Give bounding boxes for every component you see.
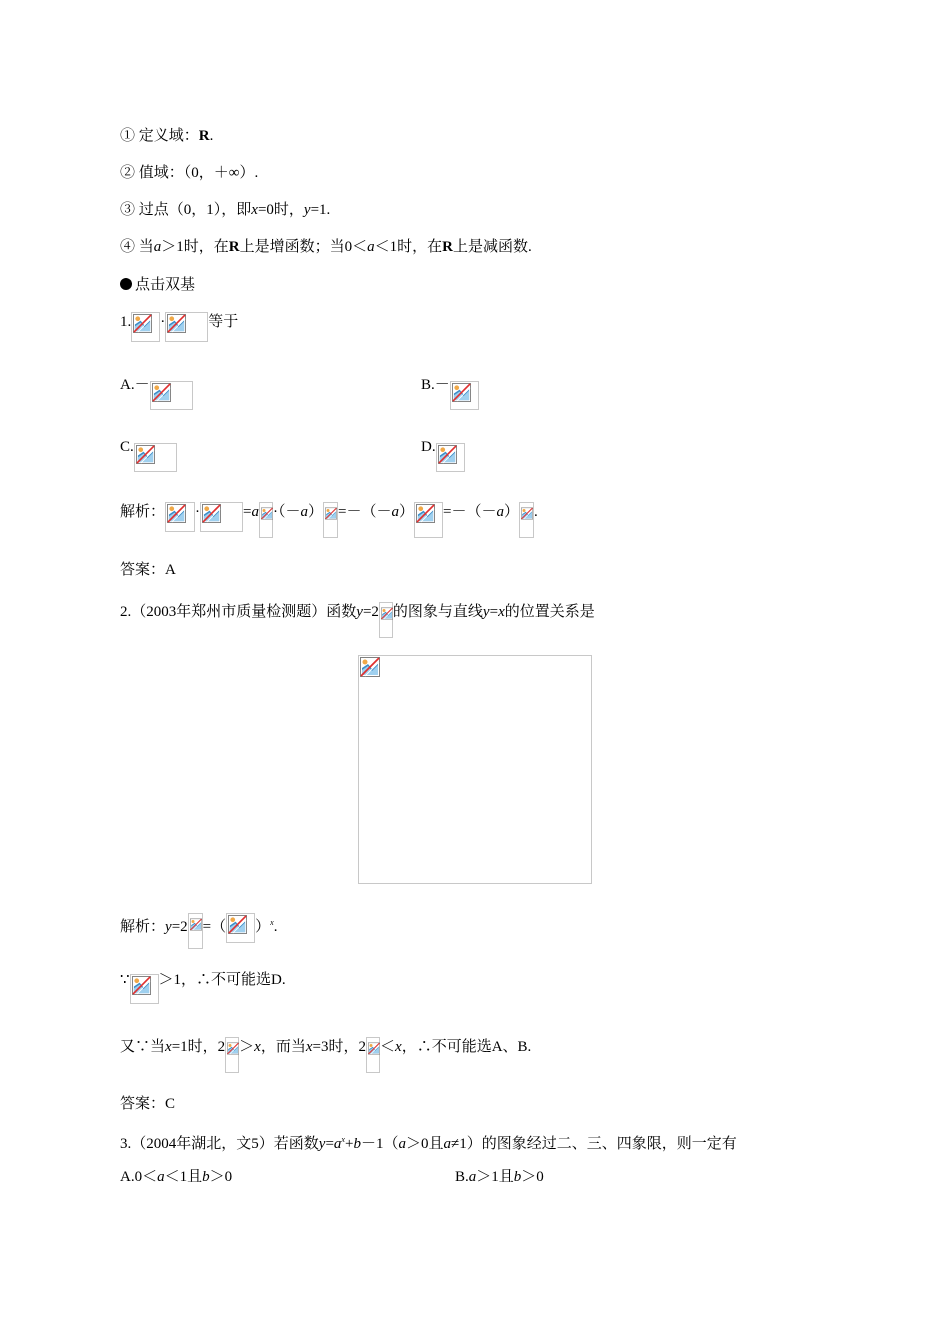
formula-image xyxy=(150,381,193,410)
text: 等于 xyxy=(208,314,239,330)
var-b: b xyxy=(513,1169,522,1185)
answer-text: 答案：A xyxy=(120,562,176,578)
var-a: a xyxy=(398,1136,406,1152)
var-a: a xyxy=(251,504,259,520)
text: = xyxy=(489,604,499,620)
var-y: y xyxy=(356,604,363,620)
text: ＞0 xyxy=(209,1169,233,1185)
text: + xyxy=(344,1136,354,1152)
var-a: a xyxy=(153,239,162,255)
because-symbol: ∵ xyxy=(120,972,130,988)
formula-image xyxy=(130,974,159,1004)
q2-also xyxy=(120,1037,531,1073)
broken-image-icon xyxy=(438,445,457,464)
q3-option-b xyxy=(455,1167,544,1187)
text: ＞1，∴不可能选D. xyxy=(158,972,286,988)
text: =2 xyxy=(171,919,188,935)
var-a: a xyxy=(391,504,399,520)
option-label: B.－ xyxy=(421,377,450,393)
var-a: a xyxy=(333,1136,342,1152)
broken-image-icon xyxy=(190,915,202,934)
var-y: y xyxy=(303,202,311,218)
bullet-icon xyxy=(120,278,132,290)
broken-image-icon xyxy=(132,976,151,995)
question-3 xyxy=(120,1130,737,1154)
formula-image xyxy=(165,312,208,342)
var-y: y xyxy=(482,604,490,620)
text: . xyxy=(533,504,538,520)
text: =（ xyxy=(202,919,227,935)
var-y: y xyxy=(165,919,172,935)
exponent-image xyxy=(259,502,273,538)
q1-answer xyxy=(120,560,176,580)
circled-number: ③ xyxy=(120,202,136,218)
q2-solution xyxy=(120,913,277,949)
broken-image-icon xyxy=(416,504,435,523)
var-a: a xyxy=(496,504,504,520)
text: ·（－ xyxy=(272,504,301,520)
broken-image-icon xyxy=(167,504,186,523)
var-a: a xyxy=(468,1169,477,1185)
section-title: 点击双基 xyxy=(135,277,196,293)
exponent-image xyxy=(414,502,443,538)
var-b: b xyxy=(202,1169,210,1185)
circled-number: ② xyxy=(120,165,136,181)
q1-option-b xyxy=(421,375,479,410)
real-set-symbol: R xyxy=(228,239,240,255)
exponent-image xyxy=(379,602,393,638)
text: =1时，2 xyxy=(171,1039,226,1055)
question-2 xyxy=(120,602,595,638)
figure-image xyxy=(358,655,592,884)
answer-text: 答案：C xyxy=(120,1096,176,1112)
var-x: x xyxy=(305,1039,313,1055)
text: =3时，2 xyxy=(312,1039,366,1055)
property-point xyxy=(120,200,330,220)
broken-image-icon xyxy=(381,604,393,623)
text: = xyxy=(243,504,252,520)
text: ＜ xyxy=(380,1039,396,1055)
text: ＞1时，在 xyxy=(161,239,229,255)
q1-option-c xyxy=(120,437,177,472)
formula-image xyxy=(131,312,160,342)
property-range xyxy=(120,163,258,183)
q3-option-a xyxy=(120,1167,232,1187)
text: A.0＜ xyxy=(120,1169,158,1185)
broken-image-icon xyxy=(228,915,247,934)
exponent-image xyxy=(225,1037,239,1073)
question-number: 1. xyxy=(120,314,132,330)
var-a: a xyxy=(300,504,308,520)
text: B. xyxy=(455,1169,469,1185)
text: ＞0 xyxy=(521,1169,544,1185)
superscript: x xyxy=(270,918,274,927)
broken-image-icon xyxy=(152,383,171,402)
text: ＞ xyxy=(239,1039,255,1055)
formula-image xyxy=(200,502,243,532)
text: ，而当 xyxy=(260,1039,306,1055)
text: ＜1且 xyxy=(164,1169,203,1185)
circled-number: ④ xyxy=(120,239,136,255)
real-set-symbol: R xyxy=(442,239,454,255)
text: 上是增函数；当0＜ xyxy=(239,239,368,255)
circled-number: ① xyxy=(120,128,136,144)
text: 上是减函数. xyxy=(453,239,532,255)
q2-answer xyxy=(120,1094,175,1114)
text: 的位置关系是 xyxy=(504,604,595,620)
exponent-image xyxy=(323,502,338,538)
dot: · xyxy=(195,504,201,520)
text: =0时， xyxy=(257,202,304,218)
text: ≠1）的图象经过二、三、四象限，则一定有 xyxy=(450,1136,737,1152)
text: =－（－ xyxy=(442,504,497,520)
var-x: x xyxy=(254,1039,261,1055)
broken-image-icon xyxy=(133,314,152,333)
broken-image-icon xyxy=(521,504,533,523)
text: =1. xyxy=(310,202,331,218)
text: 3.（2004年湖北，文5）若函数 xyxy=(120,1136,319,1152)
option-label: D. xyxy=(421,439,436,455)
question-1 xyxy=(120,312,238,342)
dot: · xyxy=(160,314,166,330)
text: ） xyxy=(503,504,519,520)
property-text: 定义域： xyxy=(138,128,199,144)
broken-image-icon xyxy=(360,657,380,677)
var-x: x xyxy=(165,1039,172,1055)
superscript: x xyxy=(341,1135,345,1144)
formula-image xyxy=(134,443,177,472)
property-text: 值域：（0，＋∞）. xyxy=(138,165,259,181)
text: = xyxy=(325,1136,334,1152)
q2-because xyxy=(120,970,286,1004)
text: ＞0且 xyxy=(405,1136,444,1152)
formula-image xyxy=(436,443,465,472)
formula-image xyxy=(226,913,255,943)
var-b: b xyxy=(353,1136,361,1152)
text: ） xyxy=(398,504,414,520)
broken-image-icon xyxy=(452,383,471,402)
solution-label: 解析： xyxy=(120,919,166,935)
q1-option-a xyxy=(120,375,193,410)
text: . xyxy=(273,919,278,935)
var-y: y xyxy=(318,1136,326,1152)
exponent-image xyxy=(188,913,203,949)
text: ＜1时，在 xyxy=(374,239,443,255)
text: ） xyxy=(307,504,323,520)
broken-image-icon xyxy=(261,504,273,523)
text: 又∵当 xyxy=(120,1039,166,1055)
broken-image-icon xyxy=(202,504,221,523)
period: . xyxy=(209,128,214,144)
exponent-image xyxy=(519,502,534,538)
text: ，∴不可能选A、B. xyxy=(401,1039,532,1055)
real-set-symbol: R xyxy=(198,128,210,144)
text: 过点（0，1），即 xyxy=(138,202,252,218)
broken-image-icon xyxy=(167,314,186,333)
broken-image-icon xyxy=(325,504,337,523)
exponent-image xyxy=(366,1037,380,1073)
formula-image xyxy=(450,381,479,410)
text: =－（－ xyxy=(338,504,392,520)
var-x: x xyxy=(498,604,505,620)
text: ） xyxy=(255,919,271,935)
property-monotonic xyxy=(120,237,532,257)
var-x: x xyxy=(395,1039,402,1055)
option-label: C. xyxy=(120,439,134,455)
broken-image-icon xyxy=(227,1039,239,1058)
text: －1（ xyxy=(360,1136,399,1152)
q1-option-d xyxy=(421,437,465,472)
var-a: a xyxy=(157,1169,165,1185)
solution-label: 解析： xyxy=(120,504,166,520)
text: =2 xyxy=(362,604,379,620)
var-a: a xyxy=(443,1136,451,1152)
q1-solution xyxy=(120,502,538,538)
text: 2.（2003年郑州市质量检测题）函数 xyxy=(120,604,357,620)
text: 的图象与直线 xyxy=(392,604,483,620)
text: ＞1且 xyxy=(476,1169,514,1185)
formula-image xyxy=(165,502,195,532)
broken-image-icon xyxy=(368,1039,380,1058)
var-a: a xyxy=(367,239,375,255)
section-heading xyxy=(120,275,195,295)
option-label: A.－ xyxy=(120,377,150,393)
broken-image-icon xyxy=(136,445,155,464)
text: 当 xyxy=(138,239,154,255)
property-domain xyxy=(120,126,213,146)
var-x: x xyxy=(251,202,258,218)
